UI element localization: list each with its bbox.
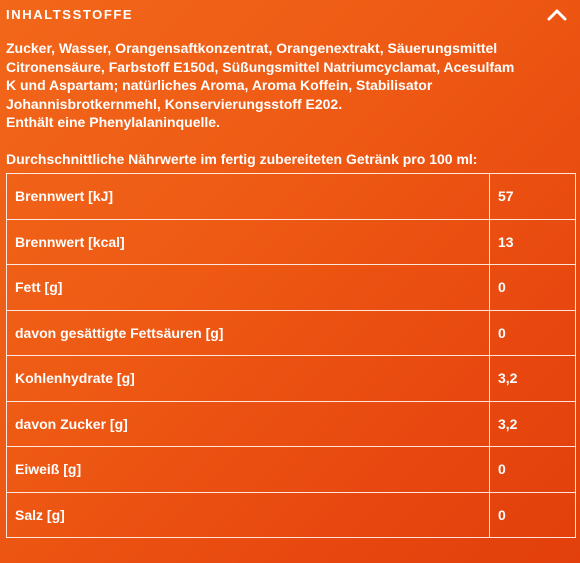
nutrient-value: 0 — [490, 492, 576, 538]
nutrient-value: 0 — [490, 447, 576, 493]
nutrition-table — [6, 173, 576, 538]
nutrient-value: 0 — [490, 265, 576, 311]
section-title: INHALTSSTOFFE — [6, 7, 134, 22]
ingredients-line: K und Aspartam; natürliches Aroma, Aroma Koffein, Stabilisator — [6, 77, 433, 93]
table-row — [7, 401, 576, 447]
nutrient-value: 0 — [490, 310, 576, 356]
table-row — [7, 310, 576, 356]
section-header[interactable] — [0, 0, 580, 30]
nutrient-label: Kohlenhydrate [g] — [7, 356, 490, 402]
table-row — [7, 447, 576, 493]
nutrient-value: 3,2 — [490, 356, 576, 402]
nutrient-value: 57 — [490, 174, 576, 220]
ingredients-line: Citronensäure, Farbstoff E150d, Süßungsmittel Natriumcyclamat, Acesulfam — [6, 58, 515, 75]
ingredients-text — [6, 39, 566, 132]
nutrient-label: Brennwert [kJ] — [7, 174, 490, 220]
table-row — [7, 356, 576, 402]
nutrition-caption: Durchschnittliche Nährwerte im fertig zubereiteten Getränk pro 100 ml: — [6, 151, 478, 167]
table-row — [7, 492, 576, 538]
table-row — [7, 174, 576, 220]
nutrient-label: Fett [g] — [7, 265, 490, 311]
nutrient-label: Brennwert [kcal] — [7, 219, 490, 265]
nutrient-label: Eiweiß [g] — [7, 447, 490, 493]
collapse-toggle-button[interactable] — [546, 6, 568, 24]
table-row — [7, 265, 576, 311]
nutrient-value: 3,2 — [490, 401, 576, 447]
nutrient-label: davon gesättigte Fettsäuren [g] — [7, 310, 490, 356]
nutrient-value: 13 — [490, 219, 576, 265]
ingredients-line: Johannisbrotkernmehl, Konservierungsstoff E202. — [6, 95, 343, 112]
table-row — [7, 219, 576, 265]
ingredients-line: Zucker, Wasser, Orangensaftkonzentrat, Orangenextrakt, Säuerungsmittel — [6, 40, 498, 56]
phenylalanine-note: Enthält eine Phenylalaninquelle. — [6, 114, 220, 130]
nutrient-label: davon Zucker [g] — [7, 401, 490, 447]
nutrient-label: Salz [g] — [7, 492, 490, 538]
chevron-up-icon — [546, 6, 568, 24]
